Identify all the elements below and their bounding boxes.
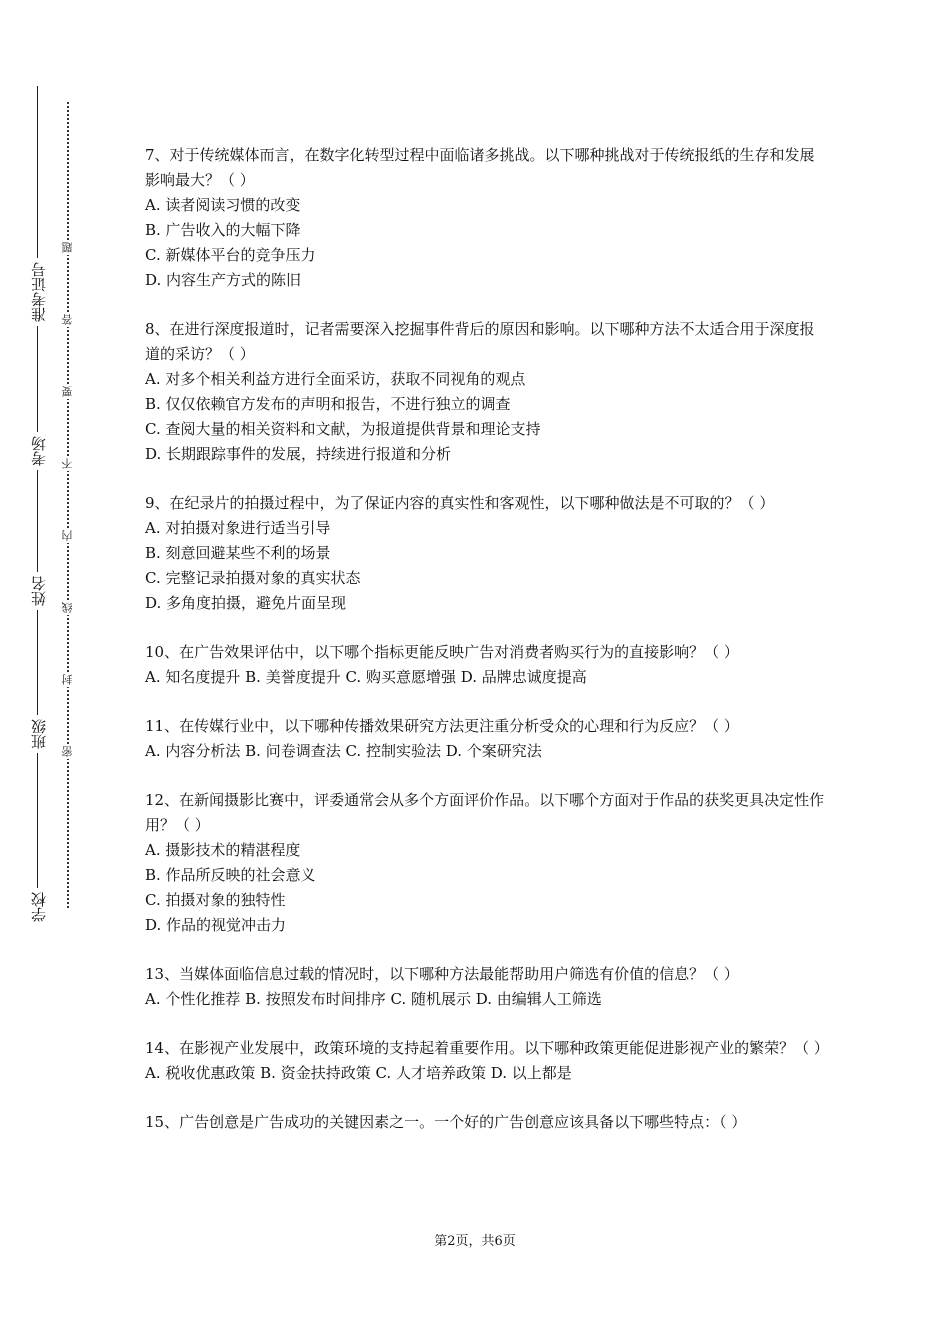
- question-14: [145, 1036, 829, 1086]
- question-12: [145, 788, 825, 938]
- option-b: B. 刻意回避某些不利的场景: [145, 544, 331, 562]
- options-inline: A. 税收优惠政策 B. 资金扶持政策 C. 人才培养政策 D. 以上都是: [145, 1064, 572, 1082]
- seal-char: 封: [61, 674, 74, 685]
- option-c: C. 拍摄对象的独特性: [145, 891, 286, 909]
- question-stem: 15、广告创意是广告成功的关键因素之一。一个好的广告创意应该具备以下哪些特点：（ ）: [145, 1113, 747, 1131]
- question-7: [145, 143, 825, 293]
- exam-number-label: 准考证号: [28, 258, 49, 326]
- option-d: D. 作品的视觉冲击力: [145, 916, 287, 934]
- question-stem: 8、在进行深度报道时，记者需要深入挖掘事件背后的原因和影响。以下哪种方法不太适合用于深度报道的采访？（ ）: [145, 320, 815, 363]
- question-stem: 13、当媒体面临信息过载的情况时，以下哪种方法最能帮助用户筛选有价值的信息？（ ）: [145, 965, 739, 983]
- question-10: [145, 640, 825, 690]
- option-a: A. 对拍摄对象进行适当引导: [145, 519, 331, 537]
- question-11: [145, 714, 825, 764]
- seal-dotted-line: [67, 102, 69, 908]
- options-inline: A. 知名度提升 B. 美誉度提升 C. 购买意愿增强 D. 品牌忠诚度提高: [145, 668, 587, 686]
- seal-char: 密: [61, 746, 74, 757]
- question-stem: 14、在影视产业发展中，政策环境的支持起着重要作用。以下哪种政策更能促进影视产业的繁荣？（ ）: [145, 1039, 829, 1057]
- name-label: 姓名: [28, 572, 49, 610]
- seal-char: 内: [61, 530, 74, 541]
- question-stem: 11、在传媒行业中，以下哪种传播效果研究方法更注重分析受众的心理和行为反应？（ ）: [145, 717, 739, 735]
- question-9: [145, 491, 825, 616]
- question-stem: 12、在新闻摄影比赛中，评委通常会从多个方面评价作品。以下哪个方面对于作品的获奖更具决定性作用？（ ）: [145, 791, 825, 834]
- binding-solid-line: [37, 86, 38, 912]
- class-label: 班级: [28, 715, 49, 753]
- exam-room-label: 考场: [28, 432, 49, 470]
- seal-char: 不: [61, 458, 74, 469]
- options-inline: A. 内容分析法 B. 问卷调查法 C. 控制实验法 D. 个案研究法: [145, 742, 542, 760]
- question-list: [145, 143, 829, 1159]
- option-d: D. 多角度拍摄，避免片面呈现: [145, 594, 347, 612]
- seal-char: 要: [61, 386, 74, 397]
- seal-char: 题: [61, 242, 74, 253]
- question-stem: 10、在广告效果评估中，以下哪个指标更能反映广告对消费者购买行为的直接影响？（ ）: [145, 643, 739, 661]
- option-d: D. 内容生产方式的陈旧: [145, 271, 302, 289]
- page-number: 第2页，共6页: [434, 1234, 516, 1249]
- question-13: [145, 962, 825, 1012]
- option-b: B. 作品所反映的社会意义: [145, 866, 316, 884]
- question-15: [145, 1110, 825, 1135]
- option-a: A. 摄影技术的精湛程度: [145, 841, 301, 859]
- seal-char: 线: [61, 602, 74, 613]
- option-c: C. 新媒体平台的竞争压力: [145, 246, 316, 264]
- option-b: B. 广告收入的大幅下降: [145, 221, 301, 239]
- option-d: D. 长期跟踪事件的发展，持续进行报道和分析: [145, 445, 452, 463]
- school-label: 学校: [28, 888, 49, 926]
- option-b: B. 仅仅依赖官方发布的声明和报告，不进行独立的调查: [145, 395, 511, 413]
- option-c: C. 查阅大量的相关资料和文献，为报道提供背景和理论支持: [145, 420, 541, 438]
- question-stem: 7、对于传统媒体而言，在数字化转型过程中面临诸多挑战。以下哪种挑战对于传统报纸的生存和发展影响最大？（ ）: [145, 146, 815, 189]
- option-c: C. 完整记录拍摄对象的真实状态: [145, 569, 361, 587]
- question-8: [145, 317, 825, 467]
- option-a: A. 读者阅读习惯的改变: [145, 196, 301, 214]
- option-a: A. 对多个相关利益方进行全面采访，获取不同视角的观点: [145, 370, 526, 388]
- options-inline: A. 个性化推荐 B. 按照发布时间排序 C. 随机展示 D. 由编辑人工筛选: [145, 990, 602, 1008]
- question-stem: 9、在纪录片的拍摄过程中，为了保证内容的真实性和客观性，以下哪种做法是不可取的？（ ）: [145, 494, 775, 512]
- seal-char: 答: [61, 314, 74, 325]
